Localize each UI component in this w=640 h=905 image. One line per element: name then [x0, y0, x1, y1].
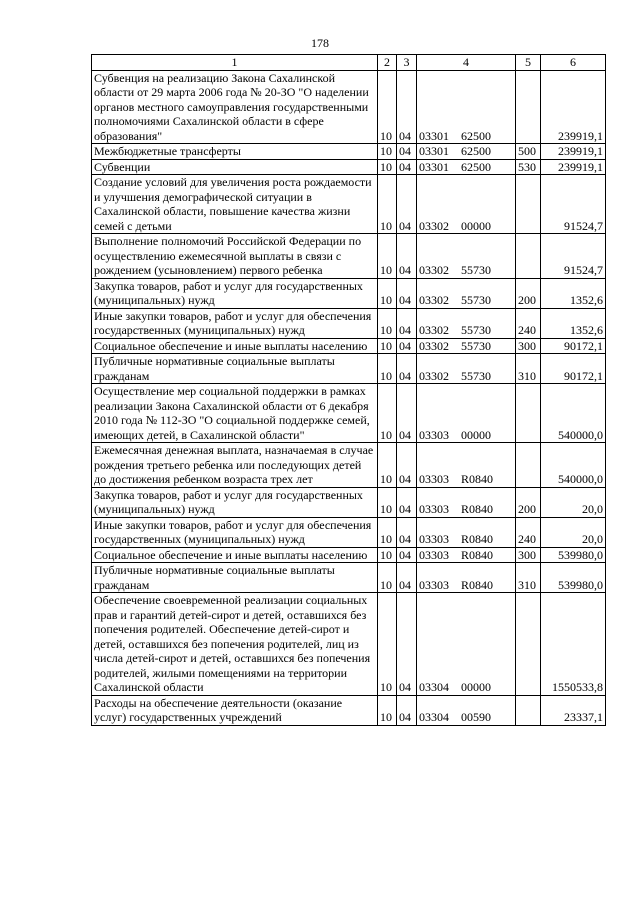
name-cell: Расходы на обеспечение деятельности (оказание услуг) государственных учреждений	[92, 695, 378, 725]
table-row	[92, 278, 606, 308]
header-cell: 2	[378, 55, 397, 71]
subsection-cell: 04	[397, 144, 417, 160]
expense-type-cell	[516, 695, 541, 725]
target-article-direction-code: 00000	[461, 218, 491, 233]
subsection-cell: 04	[397, 384, 417, 443]
target-article-cell	[417, 547, 516, 563]
section-cell: 10	[378, 593, 397, 696]
target-article-program-code: 03302	[419, 263, 449, 277]
table-header-row	[92, 55, 606, 71]
expense-type-cell	[516, 384, 541, 443]
name-cell: Закупка товаров, работ и услуг для государственных (муниципальных) нужд	[92, 278, 378, 308]
target-article-program-code: 03303	[419, 547, 449, 562]
expense-type-cell: 200	[516, 278, 541, 308]
table-row	[92, 517, 606, 547]
table-row	[92, 354, 606, 384]
section-cell: 10	[378, 695, 397, 725]
table-row	[92, 338, 606, 354]
subsection-cell: 04	[397, 159, 417, 175]
expense-type-cell	[516, 175, 541, 234]
section-cell: 10	[378, 563, 397, 593]
target-article-cell	[417, 695, 516, 725]
subsection-cell: 04	[397, 278, 417, 308]
name-cell: Публичные нормативные социальные выплаты гражданам	[92, 563, 378, 593]
name-cell: Осуществление мер социальной поддержки в рамках реализации Закона Сахалинской области от 6 декабря 2010 года № 112-ЗО "О социальной поддержке семей, имеющих детей, в Сахалинской области"	[92, 384, 378, 443]
expense-type-cell: 300	[516, 338, 541, 354]
amount-cell: 539980,0	[541, 563, 606, 593]
target-article-program-code: 03301	[419, 144, 449, 158]
target-article-program-code: 03303	[419, 577, 449, 592]
header-cell: 5	[516, 55, 541, 71]
expense-type-cell	[516, 443, 541, 488]
table-row	[92, 308, 606, 338]
target-article-program-code: 03303	[419, 472, 449, 486]
subsection-cell: 04	[397, 517, 417, 547]
subsection-cell: 04	[397, 234, 417, 279]
target-article-direction-code: 55730	[461, 293, 491, 307]
budget-table	[91, 54, 606, 726]
name-cell: Субвенции	[92, 159, 378, 175]
expense-type-cell: 240	[516, 517, 541, 547]
target-article-cell	[417, 159, 516, 175]
amount-cell: 239919,1	[541, 70, 606, 144]
target-article-program-code: 03304	[419, 680, 449, 694]
target-article-direction-code: 62500	[461, 128, 491, 143]
target-article-direction-code: 55730	[461, 263, 491, 277]
subsection-cell: 04	[397, 338, 417, 354]
target-article-direction-code: R0840	[461, 547, 494, 562]
table-row	[92, 487, 606, 517]
expense-type-cell: 240	[516, 308, 541, 338]
header-cell: 6	[541, 55, 606, 71]
name-cell: Ежемесячная денежная выплата, назначаемая в случае рождения третьего ребенка или последующих детей до достижения ребенком возраста трех лет	[92, 443, 378, 488]
target-article-direction-code: 55730	[461, 323, 491, 337]
table-row	[92, 384, 606, 443]
target-article-cell	[417, 354, 516, 384]
subsection-cell: 04	[397, 70, 417, 144]
target-article-program-code: 03302	[419, 338, 449, 353]
target-article-program-code: 03304	[419, 710, 449, 724]
target-article-program-code: 03302	[419, 218, 449, 233]
target-article-program-code: 03302	[419, 293, 449, 307]
table-row	[92, 175, 606, 234]
table-row	[92, 593, 606, 696]
expense-type-cell: 530	[516, 159, 541, 175]
target-article-cell	[417, 384, 516, 443]
subsection-cell: 04	[397, 563, 417, 593]
target-article-program-code: 03303	[419, 532, 449, 546]
name-cell: Создание условий для увеличения роста рождаемости и улучшения демографической ситуации в Сахалинской области, повышение качества жизни семей с детьми	[92, 175, 378, 234]
target-article-cell	[417, 517, 516, 547]
amount-cell: 91524,7	[541, 234, 606, 279]
section-cell: 10	[378, 384, 397, 443]
section-cell: 10	[378, 354, 397, 384]
target-article-cell	[417, 175, 516, 234]
section-cell: 10	[378, 517, 397, 547]
amount-cell: 1550533,8	[541, 593, 606, 696]
section-cell: 10	[378, 70, 397, 144]
amount-cell: 239919,1	[541, 159, 606, 175]
name-cell: Закупка товаров, работ и услуг для государственных (муниципальных) нужд	[92, 487, 378, 517]
name-cell: Социальное обеспечение и иные выплаты населению	[92, 547, 378, 563]
target-article-cell	[417, 308, 516, 338]
header-cell: 3	[397, 55, 417, 71]
target-article-cell	[417, 70, 516, 144]
subsection-cell: 04	[397, 175, 417, 234]
amount-cell: 20,0	[541, 487, 606, 517]
header-cell: 4	[417, 55, 516, 71]
target-article-direction-code: 00000	[461, 427, 491, 442]
subsection-cell: 04	[397, 695, 417, 725]
target-article-direction-code: R0840	[461, 577, 494, 592]
amount-cell: 20,0	[541, 517, 606, 547]
amount-cell: 1352,6	[541, 308, 606, 338]
name-cell: Обеспечение своевременной реализации социальных прав и гарантий детей-сирот и детей, оставшихся без попечения родителей. Обеспечение детей-сирот и детей, оставшихся без попечения родителей, лиц из числа детей-сирот и детей, оставшихся без попечения родителей, жилыми помещениями на территории Сахалинской области	[92, 593, 378, 696]
section-cell: 10	[378, 144, 397, 160]
target-article-direction-code: 00590	[461, 710, 491, 724]
section-cell: 10	[378, 175, 397, 234]
section-cell: 10	[378, 547, 397, 563]
target-article-direction-code: 55730	[461, 368, 491, 383]
name-cell: Межбюджетные трансферты	[92, 144, 378, 160]
name-cell: Социальное обеспечение и иные выплаты населению	[92, 338, 378, 354]
amount-cell: 90172,1	[541, 354, 606, 384]
expense-type-cell: 310	[516, 354, 541, 384]
amount-cell: 539980,0	[541, 547, 606, 563]
target-article-direction-code: 00000	[461, 680, 491, 694]
target-article-direction-code: R0840	[461, 502, 494, 516]
section-cell: 10	[378, 234, 397, 279]
target-article-program-code: 03302	[419, 323, 449, 337]
target-article-cell	[417, 593, 516, 696]
section-cell: 10	[378, 487, 397, 517]
target-article-cell	[417, 234, 516, 279]
subsection-cell: 04	[397, 593, 417, 696]
table-row	[92, 144, 606, 160]
amount-cell: 90172,1	[541, 338, 606, 354]
table-row	[92, 443, 606, 488]
table-row	[92, 563, 606, 593]
expense-type-cell	[516, 234, 541, 279]
amount-cell: 540000,0	[541, 443, 606, 488]
expense-type-cell: 310	[516, 563, 541, 593]
target-article-direction-code: R0840	[461, 472, 494, 486]
target-article-cell	[417, 563, 516, 593]
section-cell: 10	[378, 443, 397, 488]
table-row	[92, 234, 606, 279]
section-cell: 10	[378, 308, 397, 338]
target-article-cell	[417, 338, 516, 354]
target-article-cell	[417, 278, 516, 308]
table-row	[92, 70, 606, 144]
expense-type-cell: 200	[516, 487, 541, 517]
expense-type-cell: 500	[516, 144, 541, 160]
amount-cell: 540000,0	[541, 384, 606, 443]
target-article-direction-code: R0840	[461, 532, 494, 546]
amount-cell: 239919,1	[541, 144, 606, 160]
target-article-program-code: 03301	[419, 128, 449, 143]
name-cell: Публичные нормативные социальные выплаты гражданам	[92, 354, 378, 384]
name-cell: Субвенция на реализацию Закона Сахалинской области от 29 марта 2006 года № 20-ЗО "О наделении органов местного самоуправления государственными полномочиями Сахалинской области в сфере образования"	[92, 70, 378, 144]
header-cell: 1	[92, 55, 378, 71]
amount-cell: 23337,1	[541, 695, 606, 725]
target-article-direction-code: 55730	[461, 338, 491, 353]
target-article-cell	[417, 443, 516, 488]
target-article-program-code: 03303	[419, 502, 449, 516]
section-cell: 10	[378, 278, 397, 308]
name-cell: Иные закупки товаров, работ и услуг для обеспечения государственных (муниципальных) нужд	[92, 308, 378, 338]
target-article-cell	[417, 144, 516, 160]
expense-type-cell	[516, 593, 541, 696]
subsection-cell: 04	[397, 547, 417, 563]
target-article-program-code: 03301	[419, 159, 449, 174]
target-article-direction-code: 62500	[461, 144, 491, 158]
amount-cell: 91524,7	[541, 175, 606, 234]
section-cell: 10	[378, 159, 397, 175]
table-row	[92, 159, 606, 175]
expense-type-cell	[516, 70, 541, 144]
table-row	[92, 547, 606, 563]
target-article-direction-code: 62500	[461, 159, 491, 174]
target-article-cell	[417, 487, 516, 517]
name-cell: Выполнение полномочий Российской Федерации по осуществлению ежемесячной выплаты в связи с рождением (усыновлением) первого ребенка	[92, 234, 378, 279]
target-article-program-code: 03303	[419, 427, 449, 442]
amount-cell: 1352,6	[541, 278, 606, 308]
page-number: 178	[311, 36, 329, 50]
name-cell: Иные закупки товаров, работ и услуг для обеспечения государственных (муниципальных) нужд	[92, 517, 378, 547]
subsection-cell: 04	[397, 487, 417, 517]
table-row	[92, 695, 606, 725]
section-cell: 10	[378, 338, 397, 354]
subsection-cell: 04	[397, 443, 417, 488]
subsection-cell: 04	[397, 308, 417, 338]
subsection-cell: 04	[397, 354, 417, 384]
target-article-program-code: 03302	[419, 368, 449, 383]
expense-type-cell: 300	[516, 547, 541, 563]
